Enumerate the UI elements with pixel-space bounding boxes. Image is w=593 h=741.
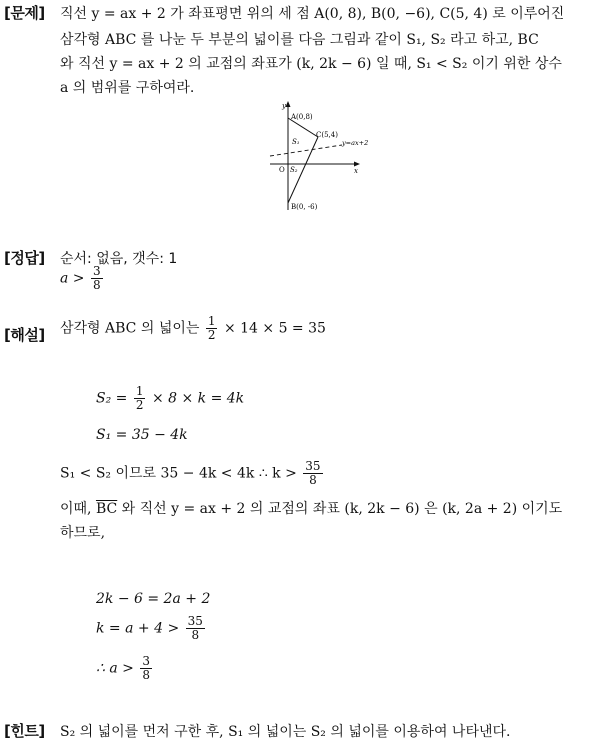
problem-line-2: 삼각형 ABC 를 나눈 두 부분의 넓이를 다음 그림과 같이 S₁, S₂ 라고 하고, BC	[60, 32, 539, 48]
eq-5	[96, 655, 154, 682]
eq-4	[96, 615, 207, 642]
solution-l1-den: 2	[207, 328, 216, 342]
solution-l3-den: 8	[309, 473, 317, 487]
eq-5-num: 3	[142, 654, 150, 668]
line-label: y=ax+2	[342, 139, 369, 147]
solution-l3-text: S₁ < S₂ 이므로 35 − 4k < 4k ∴ k >	[60, 465, 297, 482]
eq-s2-left: S₂ =	[96, 390, 128, 407]
dashed-line	[270, 145, 342, 156]
x-axis-label: x	[354, 167, 358, 175]
point-c-label: C(5,4)	[316, 131, 338, 139]
problem-line-1: 직선 y = ax + 2 가 좌표평면 위의 세 점 A(0, 8), B(0, −6), C(5, 4) 로 이루어진	[60, 6, 565, 22]
triangle-figure	[262, 100, 392, 215]
y-axis-arrow	[286, 101, 291, 107]
solution-l1-text: 삼각형 ABC 의 넓이는	[60, 320, 200, 337]
solution-line-1	[60, 315, 326, 342]
eq-5-den: 8	[142, 668, 150, 682]
point-a-label: A(0,8)	[291, 113, 313, 121]
solution-l3-fraction	[303, 460, 322, 487]
solution-line-3	[60, 460, 325, 487]
eq-4-num: 35	[187, 614, 203, 628]
answer-den: 8	[92, 278, 101, 292]
answer-fraction	[91, 265, 103, 292]
eq-4-den: 8	[191, 628, 200, 642]
s1-label: S₁	[292, 138, 300, 146]
eq-5-left: ∴ a >	[96, 660, 134, 677]
eq-4-left: k = a + 4 >	[96, 620, 180, 637]
y-axis-label: y	[282, 102, 286, 110]
origin-label: O	[279, 166, 285, 174]
answer-line-2	[60, 265, 105, 292]
solution-l4-bc: $\overline{BC}$	[95, 501, 118, 517]
x-axis-arrow	[354, 162, 360, 167]
eq-4-fraction	[186, 615, 205, 642]
eq-3: 2k − 6 = 2a + 2	[96, 591, 211, 607]
answer-line-1: 순서: 없음, 갯수: 1	[60, 251, 178, 267]
solution-l4-b: 와 직선 y = ax + 2 의 교점의 좌표 (k, 2k − 6) 은 (k, 2a + 2) 이기도	[121, 501, 563, 517]
answer-num: 3	[92, 264, 101, 278]
problem-line-4: a 의 범위를 구하여라.	[60, 80, 195, 96]
hint-label: [힌트]	[4, 722, 45, 740]
s2-label: S₂	[290, 166, 298, 174]
solution-l4-a: 이때,	[60, 501, 92, 517]
solution-line-5: 하므로,	[60, 525, 106, 541]
solution-l3-num: 35	[305, 459, 321, 473]
solution-l1-num: 1	[207, 314, 216, 328]
eq-5-fraction	[140, 655, 152, 682]
eq-s2-fraction	[134, 385, 146, 412]
eq-s2-rest: × 8 × k = 4k	[151, 390, 245, 407]
eq-s2-den: 2	[135, 398, 144, 412]
solution-l1-rest: × 14 × 5 = 35	[223, 320, 326, 337]
eq-s2	[96, 385, 244, 412]
problem-line-3: 와 직선 y = ax + 2 의 교점의 좌표가 (k, 2k − 6) 일 때, S₁ < S₂ 이기 위한 상수	[60, 56, 562, 72]
eq-s1: S₁ = 35 − 4k	[96, 427, 188, 443]
solution-label: [해설]	[4, 326, 45, 344]
problem-label: [문제]	[4, 4, 45, 22]
eq-s2-num: 1	[135, 384, 144, 398]
answer-label: [정답]	[4, 249, 45, 267]
solution-l1-fraction	[206, 315, 218, 342]
answer-inequality: a >	[60, 270, 85, 287]
point-b-label: B(0, -6)	[291, 203, 318, 211]
solution-line-4	[60, 498, 562, 518]
hint-text: S₂ 의 넓이를 먼저 구한 후, S₁ 의 넓이는 S₂ 의 넓이를 이용하여 나타낸다.	[60, 724, 511, 740]
